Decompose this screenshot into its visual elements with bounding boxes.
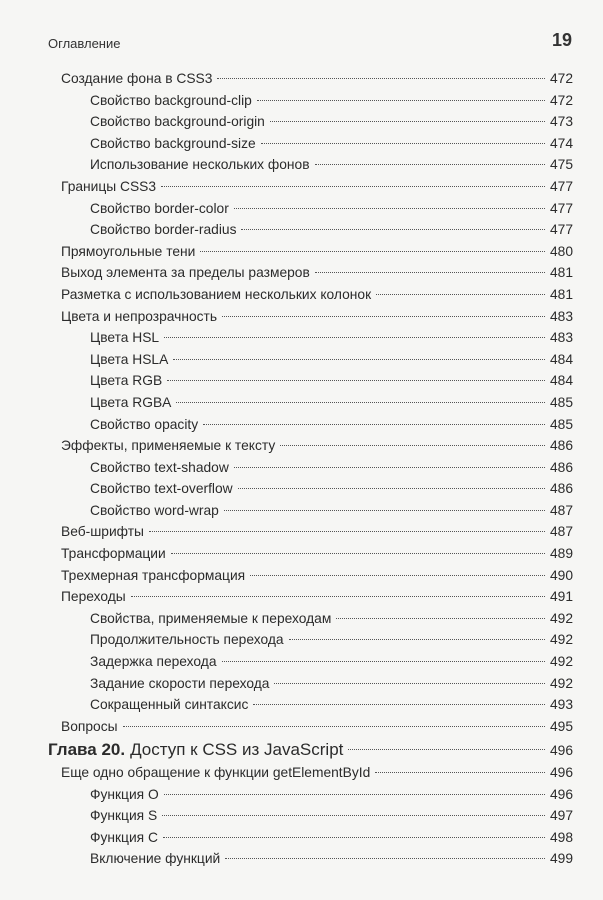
toc-entry [61, 284, 573, 306]
toc-entry-page: 486 [549, 481, 573, 497]
dot-leader [234, 208, 545, 209]
toc-entry-title: Функция O [90, 786, 159, 802]
dot-leader [315, 164, 545, 165]
dot-leader [348, 749, 545, 750]
toc-entry-title: Свойство background-clip [90, 92, 252, 108]
dot-leader [257, 100, 545, 101]
toc-entry [61, 414, 573, 436]
toc-entry-title: Переходы [61, 589, 126, 605]
chapter-number: Глава 20. [48, 740, 126, 759]
toc-entry [61, 543, 573, 565]
dot-leader [238, 488, 545, 489]
toc-entry-page: 497 [549, 808, 573, 824]
toc-entry-page: 481 [549, 265, 573, 281]
chapter-toc-list [61, 762, 573, 870]
toc-entry-title: Свойство background-origin [90, 114, 265, 130]
toc-entry [61, 133, 573, 155]
dot-leader [173, 359, 545, 360]
toc-entry-title: Задержка перехода [90, 654, 217, 670]
toc-entry [61, 198, 573, 220]
toc-entry-page: 492 [549, 610, 573, 626]
toc-entry [61, 500, 573, 522]
toc-entry-title: Включение функций [90, 851, 221, 867]
toc-entry [61, 608, 573, 630]
toc-entry-page: 490 [549, 567, 573, 583]
dot-leader [217, 78, 545, 79]
toc-entry-title: Цвета RGB [90, 373, 163, 389]
toc-entry-page: 481 [549, 286, 573, 302]
toc-entry-page: 492 [549, 654, 573, 670]
dot-leader [241, 229, 544, 230]
toc-entry-page: 486 [549, 438, 573, 454]
chapter-title: Доступ к CSS из JavaScript [130, 740, 344, 759]
dot-leader [289, 639, 545, 640]
toc-entry-title: Создание фона в CSS3 [61, 71, 213, 86]
toc-entry-page: 493 [549, 697, 573, 713]
toc-entry-title: Свойство opacity [90, 416, 199, 432]
toc-entry-page: 485 [549, 416, 573, 432]
dot-leader [336, 618, 545, 619]
toc-entry [61, 521, 573, 543]
toc-entry-page: 492 [549, 632, 573, 648]
toc-entry-title: Выход элемента за пределы размеров [61, 265, 310, 281]
dot-leader [376, 294, 545, 295]
toc-entry [61, 327, 573, 349]
toc-entry-title: Использование нескольких фонов [90, 157, 310, 173]
toc-entry-title: Цвета и непрозрачность [61, 308, 218, 324]
toc-entry [61, 716, 573, 738]
toc-entry-title: Задание скорости перехода [90, 675, 270, 691]
toc-entry-title: Вопросы [61, 718, 118, 734]
toc-entry [61, 306, 573, 328]
toc-entry-title: Цвета RGBA [90, 394, 172, 410]
page-number: 19 [551, 30, 572, 50]
toc-entry [61, 370, 573, 392]
toc-entry-page: 498 [549, 829, 573, 845]
toc-list [61, 68, 573, 737]
toc-entry [61, 154, 573, 176]
dot-leader [123, 726, 545, 727]
toc-entry-page: 487 [549, 524, 573, 540]
page-header [48, 30, 572, 54]
dot-leader [225, 858, 545, 859]
toc-entry-page: 491 [549, 589, 573, 605]
dot-leader [280, 445, 545, 446]
dot-leader [250, 575, 545, 576]
dot-leader [200, 251, 545, 252]
toc-entry [61, 219, 573, 241]
dot-leader [224, 510, 545, 511]
toc-entry [61, 762, 573, 784]
dot-leader [315, 272, 545, 273]
toc-entry-page: 483 [549, 330, 573, 346]
toc-entry [61, 673, 573, 695]
toc-entry [61, 176, 573, 198]
toc-entry-page: 492 [549, 675, 573, 691]
toc-entry-page: 499 [549, 851, 573, 867]
toc-entry-title: Функция S [90, 808, 158, 824]
running-head: Оглавление [48, 36, 121, 51]
toc-entry-page: 485 [549, 394, 573, 410]
toc-entry-page: 472 [549, 92, 573, 108]
toc-entry-title: Трансформации [61, 546, 166, 562]
toc-entry-title: Свойство text-overflow [90, 481, 233, 497]
toc-entry [61, 435, 573, 457]
dot-leader [161, 186, 545, 187]
dot-leader [253, 704, 545, 705]
dot-leader [164, 337, 545, 338]
toc-entry-title: Цвета HSL [90, 330, 160, 346]
dot-leader [167, 380, 545, 381]
toc-entry [61, 68, 573, 90]
toc-entry-title: Продолжительность перехода [90, 632, 284, 648]
toc-entry [61, 805, 573, 827]
toc-entry-title: Эффекты, применяемые к тексту [61, 438, 276, 454]
toc-entry-page: 486 [549, 459, 573, 475]
dot-leader [131, 596, 545, 597]
toc-entry-page: 484 [549, 373, 573, 389]
toc-entry [61, 827, 573, 849]
dot-leader [234, 467, 545, 468]
toc-entry [61, 478, 573, 500]
dot-leader [171, 553, 545, 554]
toc-entry-page: 484 [549, 351, 573, 367]
toc-entry-page: 477 [549, 200, 573, 216]
toc-entry-page: 472 [549, 71, 573, 86]
toc-entry [61, 111, 573, 133]
toc-entry-title: Свойство background-size [90, 135, 256, 151]
dot-leader [222, 316, 545, 317]
toc-entry-title: Свойство text-shadow [90, 459, 229, 475]
toc-entry [61, 90, 573, 112]
toc-entry-title: Цвета HSLA [90, 351, 169, 367]
toc-entry-title: Функция C [90, 829, 158, 845]
toc-entry [61, 241, 573, 263]
dot-leader [270, 121, 545, 122]
toc-entry-page: 487 [549, 502, 573, 518]
toc-entry [61, 629, 573, 651]
dot-leader [176, 402, 545, 403]
dot-leader [274, 683, 545, 684]
toc-entry [61, 586, 573, 608]
toc-entry-title: Свойство border-color [90, 200, 229, 216]
toc-entry-title: Свойство word-wrap [90, 502, 219, 518]
toc-entry-page: 496 [549, 786, 573, 802]
toc-entry-title: Свойства, применяемые к переходам [90, 610, 332, 626]
toc-entry-page: 477 [549, 178, 573, 194]
toc-entry-page: 483 [549, 308, 573, 324]
toc-entry-title: Веб-шрифты [61, 524, 144, 540]
chapter-heading [48, 738, 573, 762]
toc-entry [61, 651, 573, 673]
dot-leader [261, 143, 545, 144]
toc-entry-page: 480 [549, 243, 573, 259]
toc-entry-title: Трехмерная трансформация [61, 567, 246, 583]
dot-leader [149, 531, 545, 532]
toc-entry [61, 457, 573, 479]
dot-leader [203, 424, 545, 425]
toc-entry-page: 474 [549, 135, 573, 151]
toc-entry-page: 473 [549, 114, 573, 130]
toc-entry [61, 848, 573, 870]
toc-entry-page: 477 [549, 222, 573, 238]
toc-entry [61, 565, 573, 587]
toc-entry-title: Прямоугольные тени [61, 243, 196, 259]
toc-entry [61, 349, 573, 371]
toc-entry-page: 495 [549, 718, 573, 734]
toc-entry-page: 489 [549, 546, 573, 562]
toc-entry-title: Свойство border-radius [90, 222, 237, 238]
toc-entry-title: Границы CSS3 [61, 178, 157, 194]
toc-entry [61, 694, 573, 716]
toc-entry-title: Разметка с использованием нескольких колонок [61, 286, 372, 302]
dot-leader [222, 661, 545, 662]
toc-entry-title: Сокращенный синтаксис [90, 697, 249, 713]
toc-entry [61, 784, 573, 806]
toc-entry-page: 496 [549, 765, 573, 780]
dot-leader [162, 815, 545, 816]
chapter-page: 496 [549, 743, 573, 758]
toc-entry-title: Еще одно обращение к функции getElementById [61, 765, 371, 780]
toc-entry-page: 475 [549, 157, 573, 173]
dot-leader [163, 837, 545, 838]
toc-entry [61, 262, 573, 284]
dot-leader [375, 772, 545, 773]
toc-entry [61, 392, 573, 414]
dot-leader [164, 794, 545, 795]
